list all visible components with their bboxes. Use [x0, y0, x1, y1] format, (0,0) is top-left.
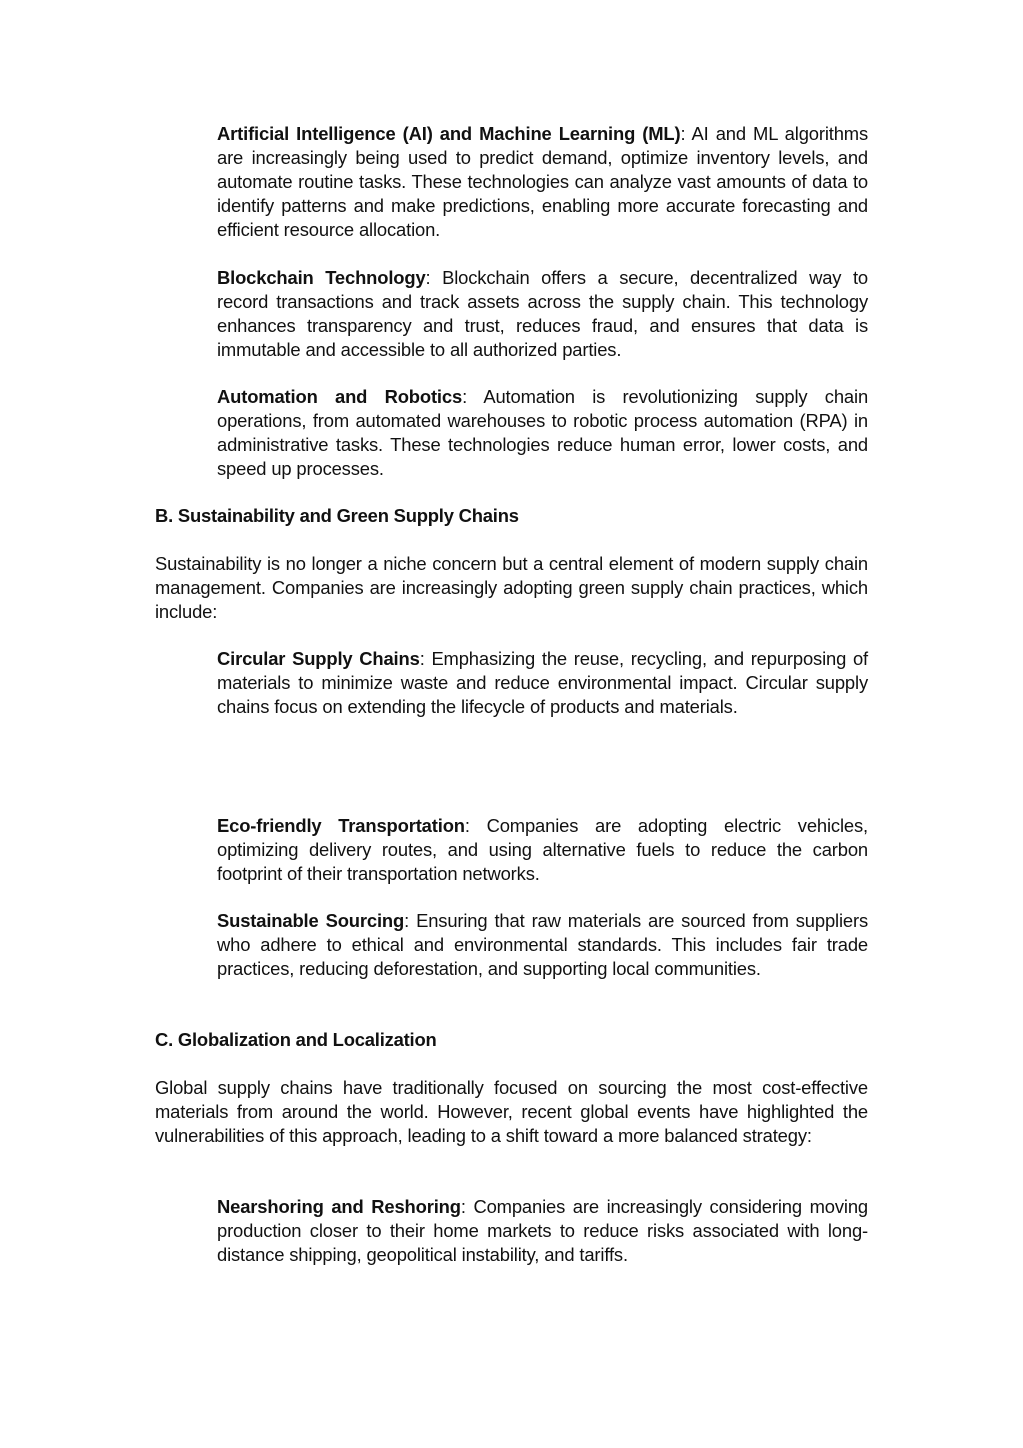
separator: : [462, 386, 484, 407]
separator: : [404, 910, 417, 931]
paragraph-blockchain [217, 266, 868, 362]
term-nearshoring-reshoring: Nearshoring and Reshoring [217, 1196, 461, 1217]
separator: : [464, 815, 487, 836]
description-automation: Automation is revolutionizing supply chain operations, from automated warehouses to robotic process automation (RPA) in administrative tasks. These technologies reduce human error, lower costs, and speed up processes. [217, 386, 869, 479]
paragraph-circular-supply-chains [217, 647, 868, 719]
paragraph-automation [217, 385, 868, 481]
section-c-heading: C. Globalization and Localization [155, 1029, 437, 1050]
separator: : [419, 648, 432, 669]
description-circular-supply-chains: Emphasizing the reuse, recycling, and repurposing of materials to minimize waste and reduce environmental impact. Circular supply chains focus on extending the lifecycle of products and materials. [217, 648, 869, 717]
term-ai-ml: Artificial Intelligence (AI) and Machine Learning (ML) [217, 123, 681, 144]
term-sustainable-sourcing: Sustainable Sourcing [217, 910, 405, 931]
paragraph-eco-friendly-transportation [217, 814, 868, 886]
term-circular-supply-chains: Circular Supply Chains [217, 648, 420, 669]
section-c-intro: Global supply chains have traditionally focused on sourcing the most cost-effective materials from around the world. However, recent global events have highlighted the vulnerabilities of this approach, leading to a shift toward a more balanced strategy: [155, 1077, 868, 1146]
paragraph-nearshoring-reshoring [217, 1195, 868, 1267]
description-blockchain: Blockchain offers a secure, decentralized way to record transactions and track assets across the supply chain. This technology enhances transparency and trust, reduces fraud, and ensures that data is immutable and accessible to all authorized parties. [217, 267, 868, 360]
separator: : [460, 1196, 474, 1217]
separator: : [425, 267, 443, 288]
term-automation: Automation and Robotics [217, 386, 463, 407]
description-sustainable-sourcing: Ensuring that raw materials are sourced from suppliers who adhere to ethical and environmental standards. This includes fair trade practices, reducing deforestation, and supporting local communities. [217, 910, 869, 979]
description-ai-ml: AI and ML algorithms are increasingly being used to predict demand, optimize inventory levels, and automate routine tasks. These technologies can analyze vast amounts of data to identify patterns and make predictions, enabling more accurate forecasting and efficient resource allocation. [217, 123, 869, 240]
paragraph-ai-ml [217, 122, 868, 242]
section-b-heading: B. Sustainability and Green Supply Chains [155, 505, 519, 526]
description-nearshoring-reshoring: Companies are increasingly considering moving production closer to their home markets to reduce risks associated with long-distance shipping, geopolitical instability, and tariffs. [217, 1196, 868, 1265]
term-blockchain: Blockchain Technology [217, 267, 426, 288]
paragraph-sustainable-sourcing [217, 909, 868, 981]
description-eco-friendly-transportation: Companies are adopting electric vehicles, optimizing delivery routes, and using alternative fuels to reduce the carbon footprint of their transportation networks. [217, 815, 868, 884]
separator: : [680, 123, 692, 144]
term-eco-friendly-transportation: Eco-friendly Transportation [217, 815, 465, 836]
section-b-intro: Sustainability is no longer a niche concern but a central element of modern supply chain management. Companies are increasingly adopting green supply chain practices, which include: [155, 553, 868, 622]
